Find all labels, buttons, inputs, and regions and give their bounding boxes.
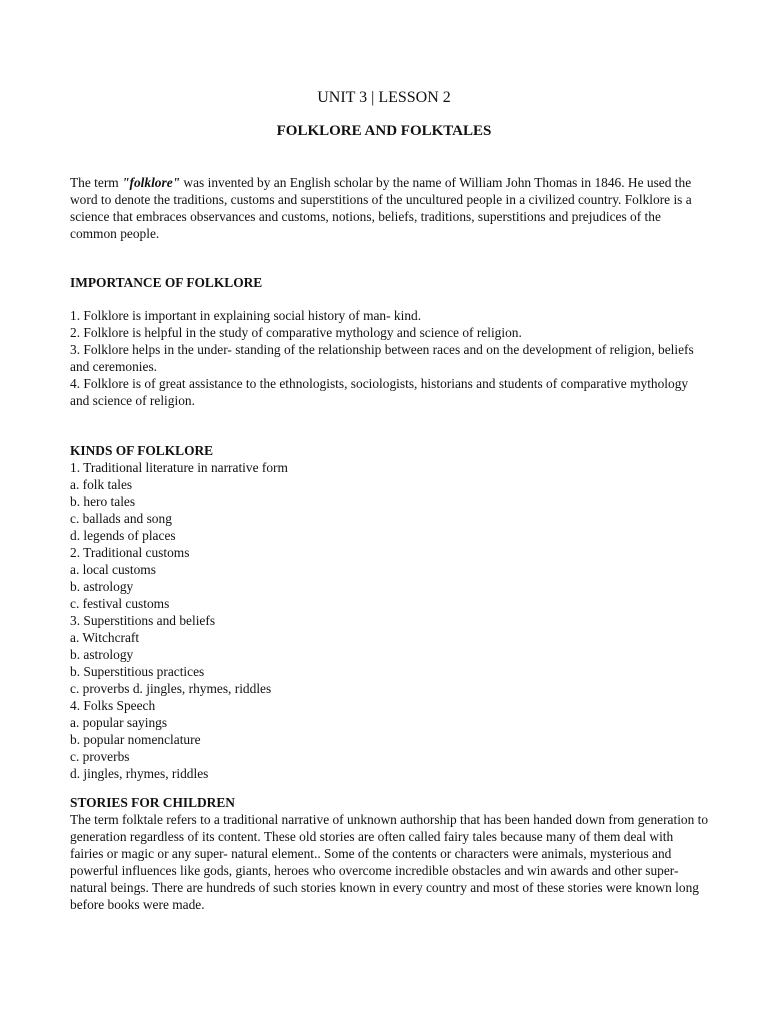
lesson-title: FOLKLORE AND FOLKTALES bbox=[276, 123, 492, 139]
kinds-section bbox=[70, 442, 710, 782]
kinds-line: 3. Superstitions and beliefs bbox=[70, 613, 216, 628]
intro-term: "folklore" bbox=[122, 175, 181, 190]
stories-section bbox=[70, 794, 710, 913]
stories-heading: STORIES FOR CHILDREN bbox=[70, 795, 235, 810]
importance-heading: IMPORTANCE OF FOLKLORE bbox=[70, 275, 263, 290]
kinds-line: c. proverbs bbox=[70, 749, 130, 764]
kinds-line: 2. Traditional customs bbox=[70, 545, 190, 560]
kinds-line: d. jingles, rhymes, riddles bbox=[70, 766, 209, 781]
stories-paragraph: The term folktale refers to a traditional narrative of unknown authorship that has been handed down from generation to generation regardless of its content. These old stories are often called fairy tales because many of them deal with fairies or magic or any super- natural element.. Some of the contents or characters were animals, mysterious and powerful influences like gods, giants, heroes who overcome incredible obstacles and win awards and other super- natural beings. There are hundreds of such stories known in every country and most of these stories were known long before books were made. bbox=[70, 812, 709, 912]
kinds-line: c. proverbs d. jingles, rhymes, riddles bbox=[70, 681, 272, 696]
kinds-line: a. local customs bbox=[70, 562, 156, 577]
importance-item: 2. Folklore is helpful in the study of comparative mythology and science of religion. bbox=[70, 325, 522, 340]
kinds-line: b. astrology bbox=[70, 647, 134, 662]
unit-heading: UNIT 3 | LESSON 2 bbox=[317, 89, 451, 106]
importance-item: 3. Folklore helps in the under- standing of the relationship between races and on the development of religion, beliefs and ceremonies. bbox=[70, 342, 694, 374]
kinds-line: b. Superstitious practices bbox=[70, 664, 205, 679]
kinds-line: b. popular nomenclature bbox=[70, 732, 201, 747]
kinds-heading: KINDS OF FOLKLORE bbox=[70, 443, 214, 458]
kinds-line: d. legends of places bbox=[70, 528, 176, 543]
kinds-line: b. hero tales bbox=[70, 494, 136, 509]
kinds-line: c. ballads and song bbox=[70, 511, 172, 526]
kinds-line: a. folk tales bbox=[70, 477, 133, 492]
kinds-line: a. Witchcraft bbox=[70, 630, 140, 645]
kinds-line: a. popular sayings bbox=[70, 715, 168, 730]
intro-paragraph bbox=[70, 174, 710, 242]
kinds-line: b. astrology bbox=[70, 579, 134, 594]
intro-text: was invented by an English scholar by the name of William John Thomas in 1846. He used the word to denote the traditions, customs and superstitions of the uncultured people in a civilized country. Folklore is a science that embraces observances and customs, notions, beliefs, traditions, superstitions and prejudices of the common people. bbox=[70, 175, 692, 241]
intro-prefix: The term bbox=[70, 175, 123, 190]
importance-item: 4. Folklore is of great assistance to the ethnologists, sociologists, historians and students of comparative mythology and science of religion. bbox=[70, 376, 689, 408]
kinds-line: c. festival customs bbox=[70, 596, 170, 611]
kinds-line: 4. Folks Speech bbox=[70, 698, 156, 713]
importance-list bbox=[70, 307, 710, 409]
kinds-line: 1. Traditional literature in narrative form bbox=[70, 460, 288, 475]
importance-item: 1. Folklore is important in explaining social history of man- kind. bbox=[70, 308, 422, 323]
